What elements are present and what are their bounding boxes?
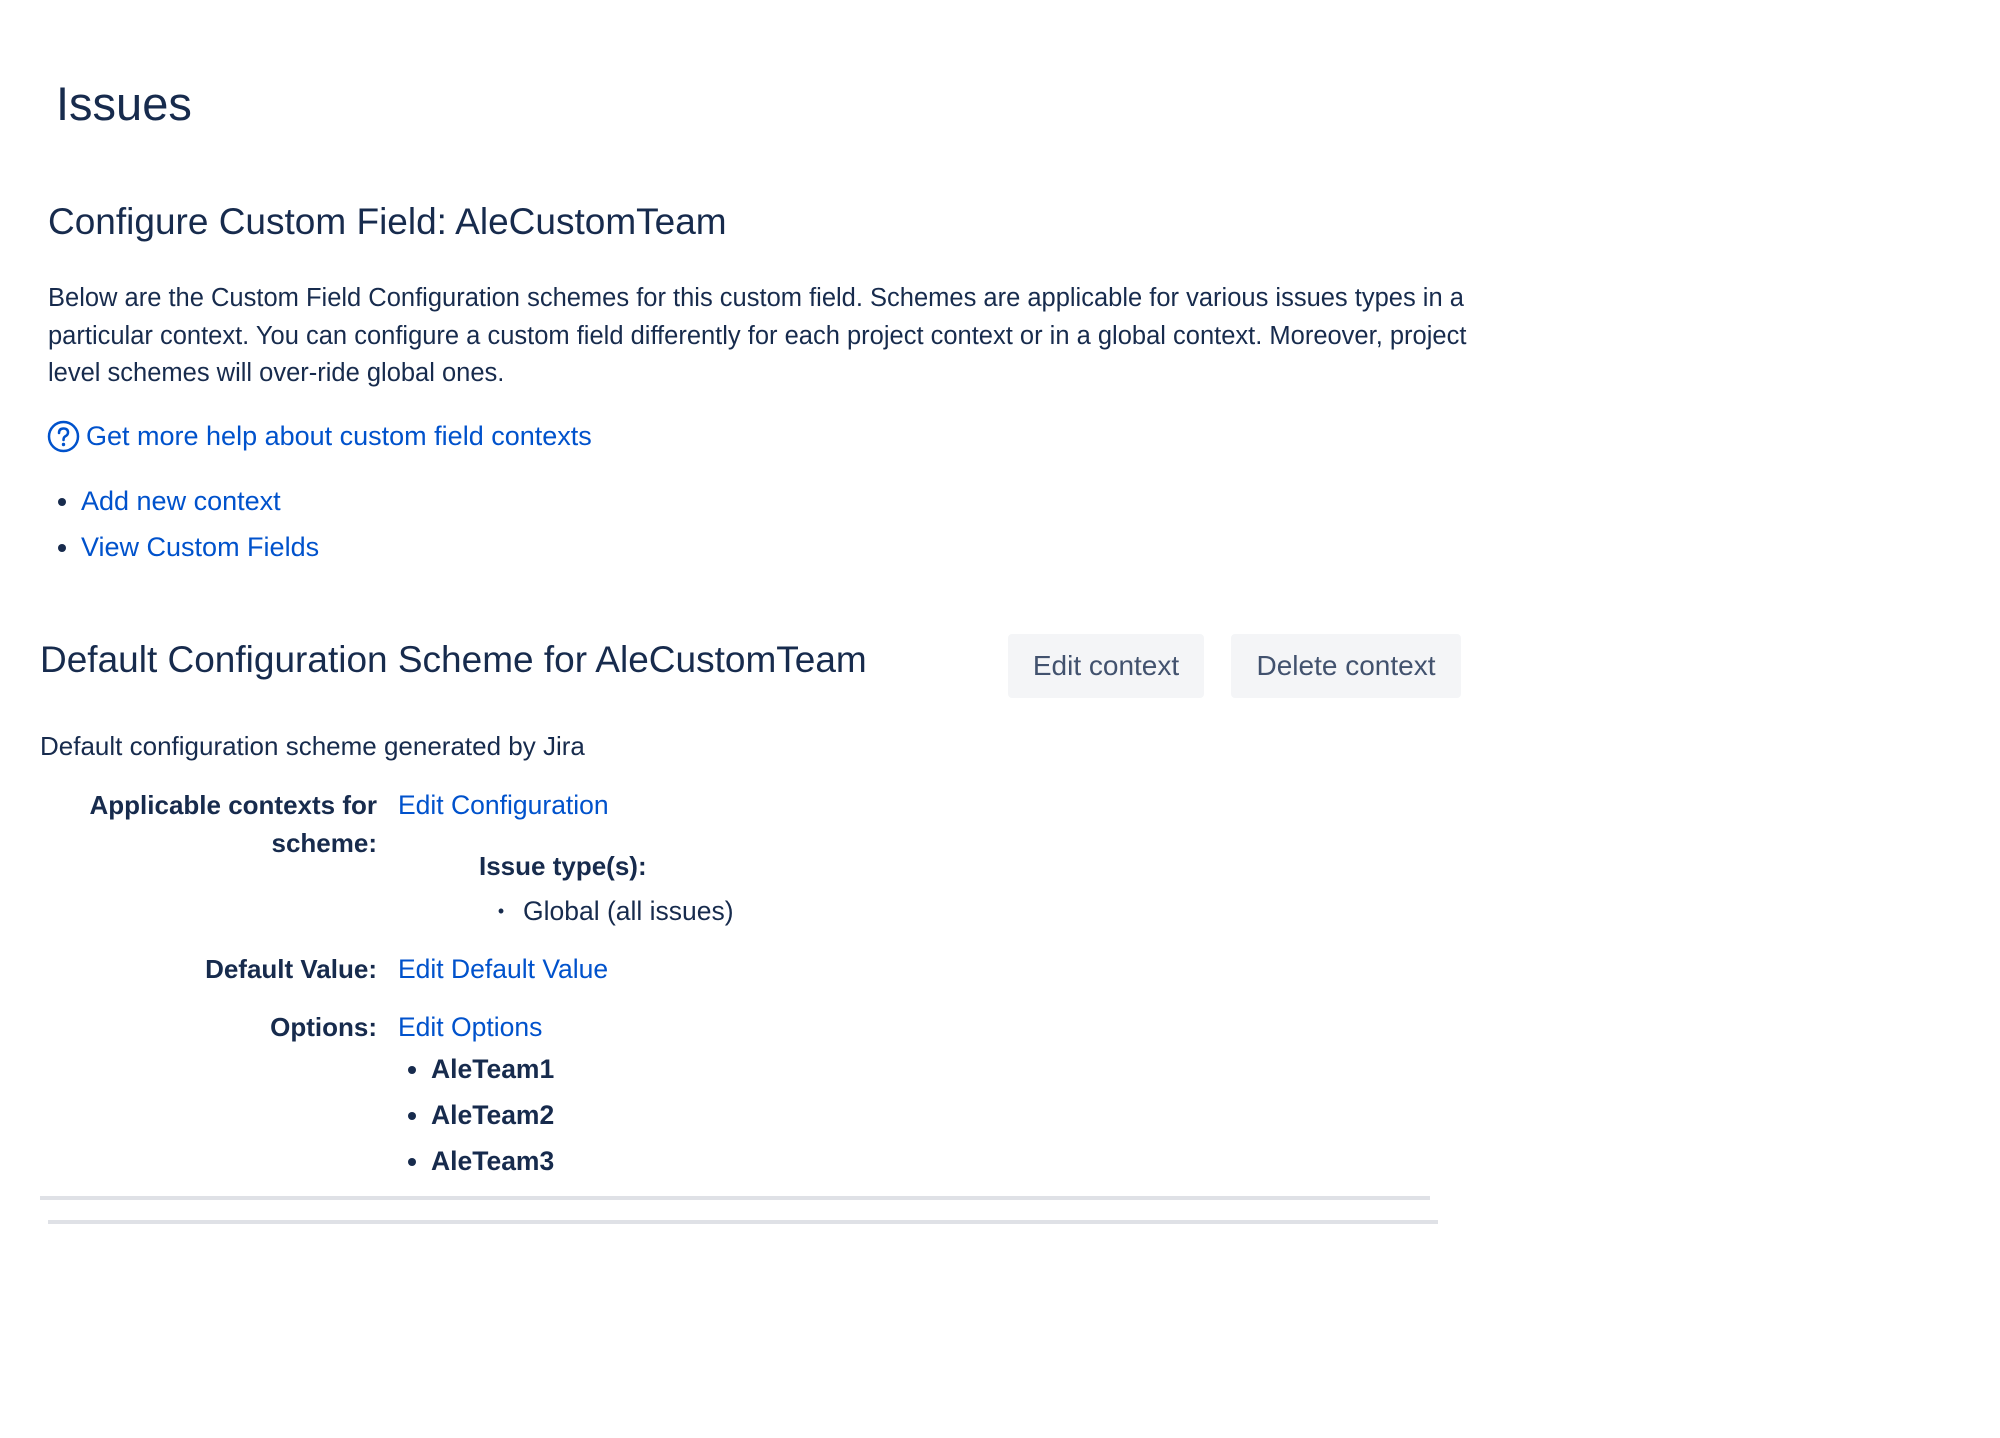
scheme-title: Default Configuration Scheme for AleCustomTeam <box>40 639 867 680</box>
options-label: Options: <box>270 1012 377 1042</box>
issue-types-label: Issue type(s): <box>479 851 647 881</box>
help-link-label: Get more help about custom field contexts <box>86 421 592 451</box>
list-item <box>81 524 319 570</box>
edit-options-link[interactable]: Edit Options <box>398 1012 543 1042</box>
configure-field-title: Configure Custom Field: AleCustomTeam <box>48 201 727 242</box>
add-new-context-link[interactable]: Add new context <box>81 486 281 516</box>
default-value-label: Default Value: <box>205 954 377 984</box>
configure-description: Below are the Custom Field Configuration schemes for this custom field. Schemes are applicable for various issues types in a particular context. You can configure a custom field differently for each project context or in a global context. Moreover, project level schemes will over-ride global ones. <box>48 284 1467 387</box>
list-item: • AleTeam3 <box>431 1138 554 1184</box>
divider <box>40 1196 1430 1200</box>
context-actions-list <box>48 478 319 570</box>
edit-context-button[interactable]: Edit context <box>1008 634 1204 698</box>
help-link[interactable] <box>47 418 592 454</box>
options-list <box>398 1046 554 1184</box>
edit-configuration-link[interactable]: Edit Configuration <box>398 790 609 820</box>
scheme-description: Default configuration scheme generated by Jira <box>40 731 585 761</box>
question-circle-icon <box>47 420 80 453</box>
delete-context-button[interactable]: Delete context <box>1231 634 1461 698</box>
list-item: • AleTeam2 <box>431 1092 554 1138</box>
divider <box>48 1220 1438 1224</box>
list-item <box>81 478 319 524</box>
list-item: • Global (all issues) <box>479 892 734 930</box>
view-custom-fields-link[interactable]: View Custom Fields <box>81 532 320 562</box>
list-item: • AleTeam1 <box>431 1046 554 1092</box>
edit-default-value-link[interactable]: Edit Default Value <box>398 954 609 984</box>
issue-types-list <box>479 892 734 930</box>
applicable-contexts-label: Applicable contexts for scheme: <box>89 790 377 858</box>
page-title: Issues <box>56 77 192 130</box>
